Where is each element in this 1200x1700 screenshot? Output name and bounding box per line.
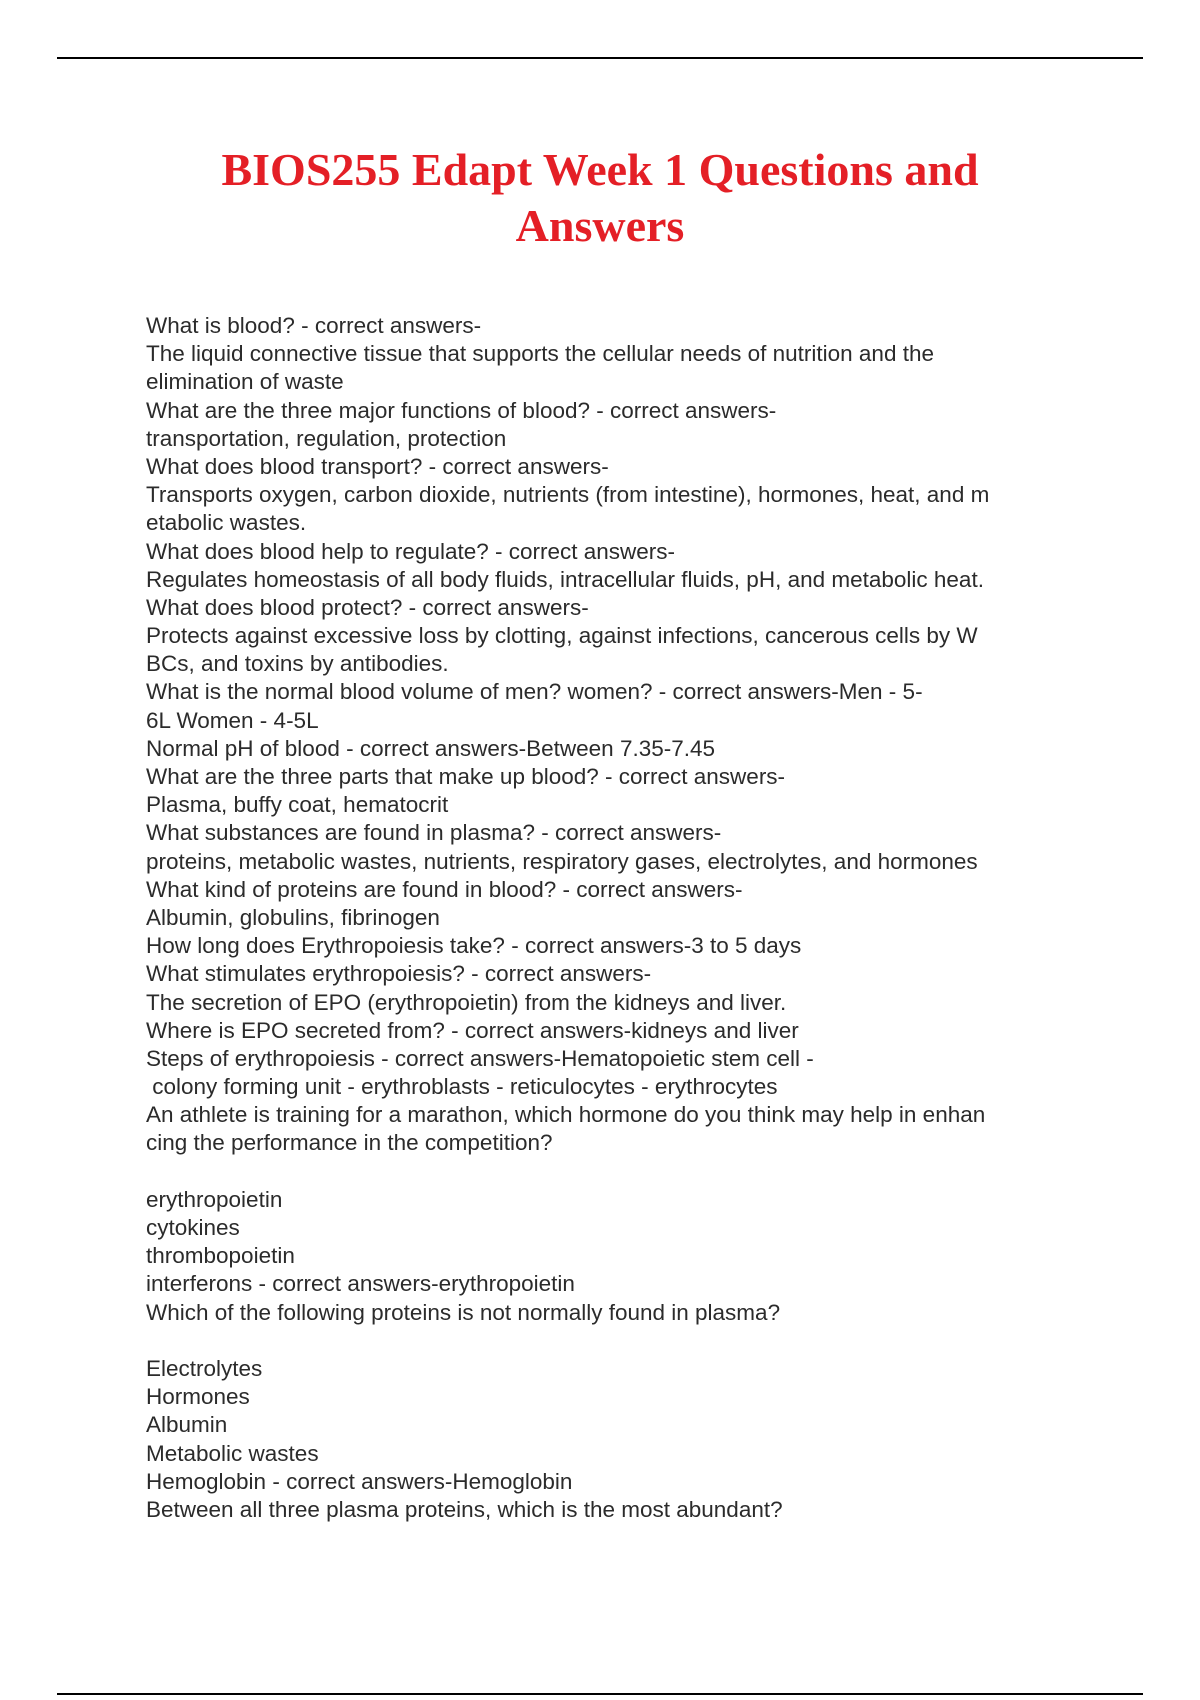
- text-line: What substances are found in plasma? - correct answers-: [146, 820, 722, 846]
- text-line: Regulates homeostasis of all body fluids, intracellular fluids, pH, and metabolic heat.: [146, 566, 984, 592]
- text-line: thrombopoietin: [146, 1243, 295, 1269]
- text-line: What does blood protect? - correct answers-: [146, 594, 589, 620]
- text-line: Albumin, globulins, fibrinogen: [146, 904, 440, 930]
- text-line: What does blood transport? - correct answers-: [146, 453, 609, 479]
- text-line: etabolic wastes.: [146, 510, 307, 536]
- text-line: What is the normal blood volume of men? women? - correct answers-Men - 5-: [146, 679, 923, 705]
- text-line: An athlete is training for a marathon, which hormone do you think may help in enhan: [146, 1102, 986, 1128]
- text-line: 6L Women - 4-5L: [146, 707, 319, 733]
- text-line: Between all three plasma proteins, which is the most abundant?: [146, 1496, 783, 1522]
- top-rule: [57, 57, 1143, 59]
- text-line: The liquid connective tissue that supports the cellular needs of nutrition and the: [146, 341, 934, 367]
- text-line: Metabolic wastes: [146, 1440, 319, 1466]
- text-line: What kind of proteins are found in blood? - correct answers-: [146, 876, 743, 902]
- text-line: Albumin: [146, 1412, 228, 1438]
- bottom-rule: [57, 1693, 1143, 1695]
- blank-line: [146, 1158, 1076, 1186]
- text-line: Hormones: [146, 1384, 250, 1410]
- qa-body-text: [146, 312, 1076, 1524]
- text-line: cytokines: [146, 1215, 240, 1240]
- text-line: Hemoglobin - correct answers-Hemoglobin: [146, 1468, 573, 1494]
- text-line: What does blood help to regulate? - correct answers-: [146, 538, 676, 564]
- text-line: transportation, regulation, protection: [146, 425, 507, 451]
- text-line: Steps of erythropoiesis - correct answers-Hematopoietic stem cell -: [146, 1045, 814, 1071]
- text-line: The secretion of EPO (erythropoietin) from the kidneys and liver.: [146, 989, 787, 1015]
- text-line: Transports oxygen, carbon dioxide, nutrients (from intestine), hormones, heat, and m: [146, 482, 990, 508]
- text-line: How long does Erythropoiesis take? - correct answers-3 to 5 days: [146, 933, 802, 959]
- text-line: cing the performance in the competition?: [146, 1130, 553, 1156]
- text-line: colony forming unit - erythroblasts - reticulocytes - erythrocytes: [146, 1074, 778, 1100]
- text-line: erythropoietin: [146, 1186, 283, 1212]
- text-line: BCs, and toxins by antibodies.: [146, 651, 449, 677]
- text-line: What stimulates erythropoiesis? - correct answers-: [146, 961, 652, 987]
- text-line: proteins, metabolic wastes, nutrients, respiratory gases, electrolytes, and hormones: [146, 848, 978, 874]
- text-line: What is blood? - correct answers-: [146, 313, 482, 338]
- text-line: elimination of waste: [146, 369, 344, 395]
- text-line: Which of the following proteins is not normally found in plasma?: [146, 1299, 781, 1325]
- text-line: Protects against excessive loss by clotting, against infections, cancerous cells by W: [146, 623, 978, 649]
- text-line: Normal pH of blood - correct answers-Between 7.35-7.45: [146, 735, 716, 761]
- page-title: [100, 142, 1100, 254]
- blank-line: [146, 1327, 1076, 1355]
- text-line: What are the three major functions of blood? - correct answers-: [146, 397, 777, 423]
- text-line: What are the three parts that make up blood? - correct answers-: [146, 764, 786, 789]
- text-line: Electrolytes: [146, 1355, 263, 1381]
- text-line: interferons - correct answers-erythropoietin: [146, 1271, 575, 1297]
- title-line-1: BIOS255 Edapt Week 1 Questions and: [221, 144, 979, 195]
- text-line: Where is EPO secreted from? - correct answers-kidneys and liver: [146, 1017, 799, 1043]
- text-line: Plasma, buffy coat, hematocrit: [146, 792, 449, 818]
- title-line-2: Answers: [515, 200, 685, 251]
